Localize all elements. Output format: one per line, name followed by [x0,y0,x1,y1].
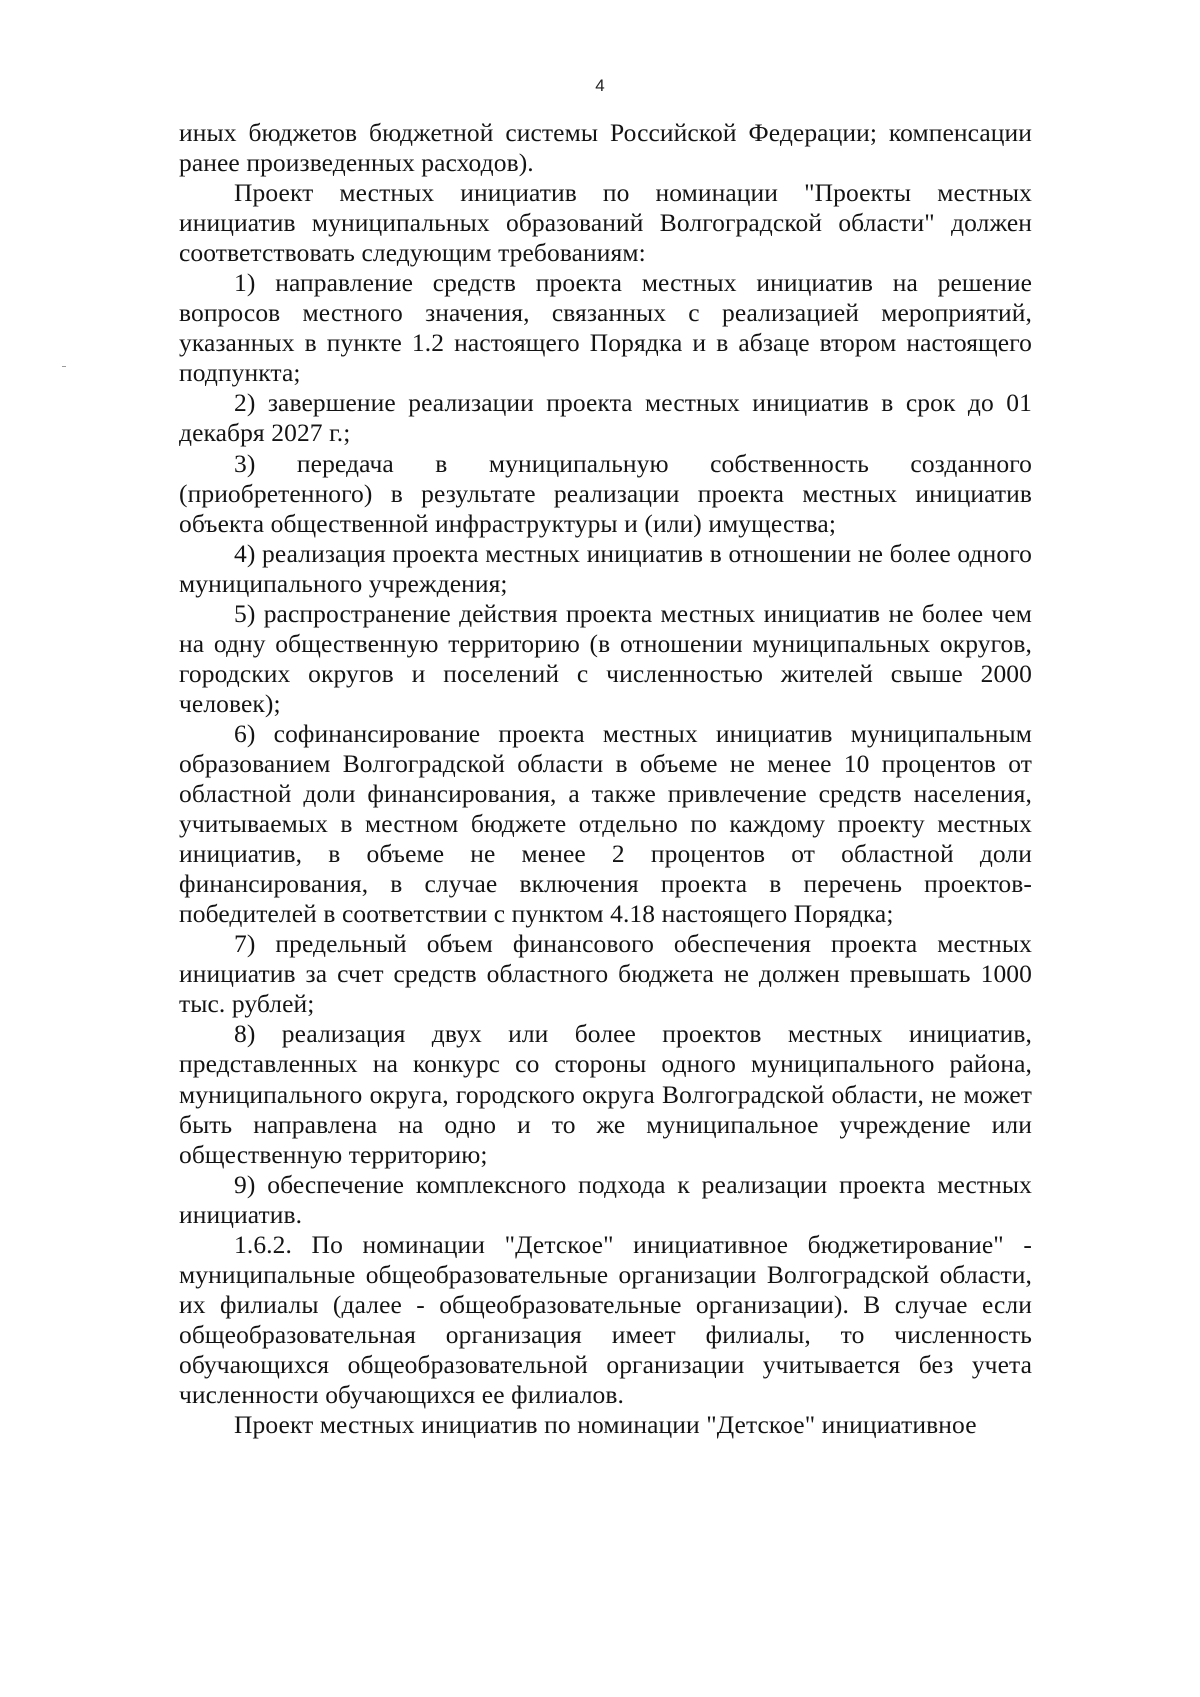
requirement-item-8: 8) реализация двух или более проектов местных инициатив, представленных на конкурс со стороны одного муниципального района, муниципального округа, городского округа Волгоградской области, не может быть направлена на одно и то же муниципальное учреждение или общественную территорию; [179,1019,1032,1169]
requirement-item-4: 4) реализация проекта местных инициатив в отношении не более одного муниципального учреждения; [179,538,1032,598]
scan-speck [62,366,66,367]
requirement-item-7: 7) предельный объем финансового обеспечения проекта местных инициатив за счет средств областного бюджета не должен превышать 1000 тыс. рублей; [179,929,1032,1019]
requirement-item-2: 2) завершение реализации проекта местных инициатив в срок до 01 декабря 2027 г.; [179,388,1032,448]
requirement-item-3: 3) передача в муниципальную собственность созданного (приобретенного) в результате реализации проекта местных инициатив объекта общественной инфраструктуры и (или) имущества; [179,448,1032,538]
section-1-6-2: 1.6.2. По номинации "Детское" инициативное бюджетирование" - муниципальные общеобразовательные организации Волгоградской области, их филиалы (далее - общеобразовательные организации). В случае если общеобразовательная организация имеет филиалы, то численность обучающихся общеобразовательной организации учитывается без учета численности обучающихся ее филиалов. [179,1229,1032,1409]
requirement-item-5: 5) распространение действия проекта местных инициатив не более чем на одну общественную территорию (в отношении муниципальных округов, городских округов и поселений с численностью жителей свыше 2000 человек); [179,598,1032,718]
requirement-item-6: 6) софинансирование проекта местных инициатив муниципальным образованием Волгоградской области в объеме не менее 10 процентов от областной доли финансирования, а также привлечение средств населения, учитываемых в местном бюджете отдельно по каждому проекту местных инициатив, в объеме не менее 2 процентов от областной доли финансирования, в случае включения проекта в перечень проектов-победителей в соответствии с пунктом 4.18 настоящего Порядка; [179,718,1032,929]
paragraph-requirements-intro: Проект местных инициатив по номинации "Проекты местных инициатив муниципальных образований Волгоградской области" должен соответствовать следующим требованиям: [179,178,1032,268]
page-number: 4 [595,76,605,95]
requirement-item-1: 1) направление средств проекта местных инициатив на решение вопросов местного значения, связанных с реализацией мероприятий, указанных в пункте 1.2 настоящего Порядка и в абзаце втором настоящего подпункта; [179,268,1032,388]
paragraph-continuation: иных бюджетов бюджетной системы Российской Федерации; компенсации ранее произведенных расходов). [179,118,1032,178]
document-body [179,118,1032,1440]
requirement-item-9: 9) обеспечение комплексного подхода к реализации проекта местных инициатив. [179,1169,1032,1229]
paragraph-children-nomination: Проект местных инициатив по номинации "Детское" инициативное [234,1410,977,1440]
